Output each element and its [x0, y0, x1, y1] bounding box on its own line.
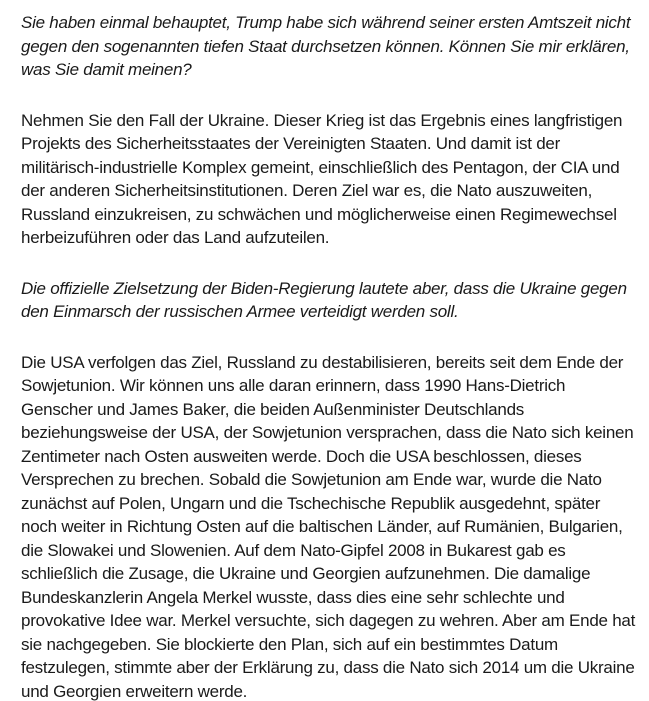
interview-question-2: Die offizielle Zielsetzung der Biden-Regierung lautete aber, dass die Ukraine gegen den Einmarsch der russischen Armee verteidigt werden soll. [21, 278, 627, 321]
interview-answer-1: Nehmen Sie den Fall der Ukraine. Dieser Krieg ist das Ergebnis eines langfristigen Projekts des Sicherheitsstaates der Vereinigten Staaten. Und damit ist der militärisch-industrielle Komplex gemeint, einschließlich des Pentagon, der CIA und der anderen Sicherheitsinstitutionen. Deren Ziel war es, die Nato auszuweiten, Russland einzukreisen, zu schwächen und möglicherweise einen Regimewechsel herbeizuführen oder das Land aufzuteilen. [21, 110, 623, 247]
interview-answer-2: Die USA verfolgen das Ziel, Russland zu destabilisieren, bereits seit dem Ende der Sowjetunion. Wir können uns alle daran erinnern, dass 1990 Hans-Dietrich Genscher und James Baker, die beiden Außenminister Deutschlands beziehungsweise der USA, der Sowjetunion versprachen, dass die Nato sich keinen Zentimeter nach Osten ausweiten werde. Doch die USA beschlossen, dieses Versprechen zu brechen. Sobald die Sowjetunion am Ende war, wurde die Nato zunächst auf Polen, Ungarn und die Tschechische Republik ausgedehnt, später noch weiter in Richtung Osten auf die baltischen Länder, auf Rumänien, Bulgarien, die Slowakei und Slowenien. Auf dem Nato-Gipfel 2008 in Bukarest gab es schließlich die Zusage, die Ukraine und Georgien aufzunehmen. Die damalige Bundeskanzlerin Angela Merkel wusste, dass dies eine sehr schlechte und provokative Idee war. Merkel versuchte, sich dagegen zu wehren. Aber am Ende hat sie nachgegeben. Sie blockierte den Plan, sich auf ein bestimmtes Datum festzulegen, stimmte aber der Erklärung zu, dass die Nato sich 2014 um die Ukraine und Georgien erweitern werde. [21, 352, 636, 701]
interview-question-1: Sie haben einmal behauptet, Trump habe sich während seiner ersten Amtszeit nicht gegen den sogenannten tiefen Staat durchsetzen können. Können Sie mir erklären, was Sie damit meinen? [21, 13, 631, 79]
